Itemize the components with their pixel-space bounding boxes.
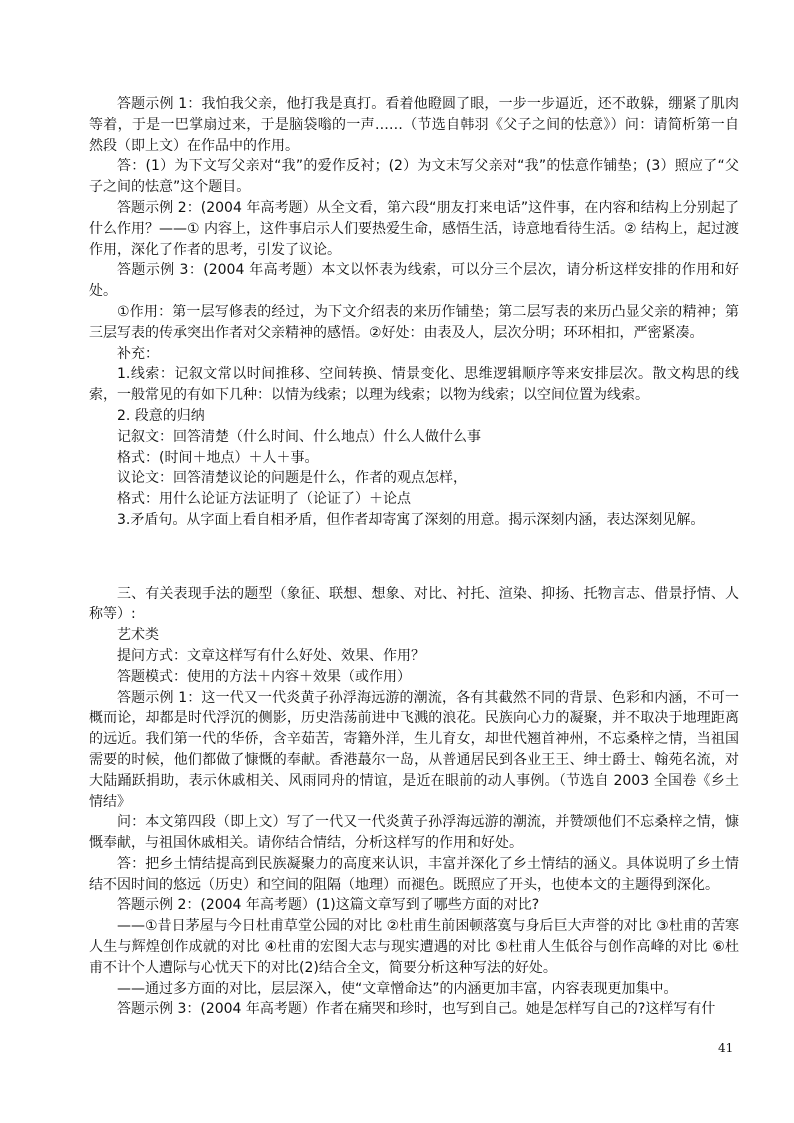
paragraph: 3.矛盾句。从字面上看自相矛盾，但作者却寄寓了深刻的用意。揭示深刻内涵，表达深刻见解。 [117,511,705,528]
paragraph: 格式：(时间＋地点）＋人＋事。 [117,449,319,466]
paragraph: 记叙文：回答清楚（什么时间、什么地点）什么人做什么事 [117,428,481,445]
document-body [89,94,739,1020]
blank-line [89,547,739,568]
paragraph: ——通过多方面的对比，层层深入，使“文章憎命达”的内涵更加丰富，内容表现更加集中。 [117,980,678,997]
paragraph: 答题示例 2：(2004 年高考题）(1)这篇文章写到了哪些方面的对比? [117,897,540,914]
paragraph: ——①昔日茅屋与今日杜甫草堂公园的对比 ②杜甫生前困顿落寞与身后巨大声誉的对比 ③杜甫的苦寒人生与辉煌创作成就的对比 ④杜甫的宏图大志与现实遭遇的对比 ⑤杜甫人生低谷与创作高峰的对比 ⑥杜甫不计个人遭际与心忧天下的对比(2)结合全文，简要分析这种写法的好处。 [89,918,739,976]
paragraph: 答题示例 1：这一代又一代炎黄子孙浮海远游的潮流，各有其截然不同的背景、色彩和内涵，不可一概而论，却都是时代浮沉的侧影，历史浩荡前进中飞溅的浪花。民族向心力的凝聚，并不取决于地理距离的远近。我们第一代的华侨，含辛茹苦，寄籍外洋，生儿育女，却世代翘首神州，不忘桑梓之情，当祖国需要的时候，他们都做了慷慨的奉献。香港蕞尔一岛，从普通居民到各业王王、绅士爵士、翰苑名流，对大陆踊跃捐助，表示休戚相关、风雨同舟的情谊，是近在眼前的动人事例。（节选自 2003 全国卷《乡土情结》 [89,689,739,810]
paragraph: 答题示例 3：(2004 年高考题）本文以怀表为线索，可以分三个层次，请分析这样安排的作用和好处。 [89,262,739,300]
paragraph: 补充： [117,345,159,362]
paragraph: 2. 段意的归纳 [117,407,205,424]
page-number: 41 [718,1041,734,1055]
paragraph: 1.线索：记叙文常以时间推移、空间转换、情景变化、思维逻辑顺序等来安排层次。散文构思的线索，一般常见的有如下几种：以情为线索；以理为线索；以物为线索；以空间位置为线索。 [89,366,739,404]
paragraph: 问：本文第四段（即上文）写了一代又一代炎黄子孙浮海远游的潮流，并赞颂他们不忘桑梓之情，慷慨奉献，与祖国休戚相关。请你结合情结，分析这样写的作用和好处。 [89,814,739,852]
paragraph: 答题模式：使用的方法＋内容＋效果（或作用） [117,668,411,685]
paragraph: 议论文：回答清楚议论的问题是什么，作者的观点怎样， [117,470,467,487]
paragraph: 提问方式：文章这样写有什么好处、效果、作用？ [117,647,425,664]
paragraph: 答：(1）为下文写父亲对“我”的爱作反衬；(2）为文末写父亲对“我”的怯意作铺垫；(3）照应了“父子之间的怯意”这个题目。 [89,158,739,196]
paragraph: 格式：用什么论证方法证明了（论证了）＋论点 [117,491,411,508]
paragraph: 答题示例 1：我怕我父亲，他打我是真打。看着他瞪圆了眼，一步一步逼近，还不敢躲，绷紧了肌肉等着，于是一巴掌扇过来，于是脑袋嗡的一声……（节选自韩羽《父子之间的怯意》）问：请简析第一自然段（即上文）在作品中的作用。 [89,96,739,154]
paragraph: 答题示例 3：(2004 年高考题）作者在痛哭和珍时，也写到自己。她是怎样写自己的?这样写有什 [117,1001,716,1018]
paragraph: 答题示例 2：(2004 年高考题）从全文看，第六段“朋友打来电话”这件事，在内容和结构上分别起了什么作用？——① 内容上，这件事启示人们要热爱生命，感悟生活，诗意地看待生活。② 结构上，起过渡作用，深化了作者的思考，引发了议论。 [89,199,739,258]
paragraph: 答：把乡土情结提高到民族凝聚力的高度来认识，丰富并深化了乡土情结的涵义。具体说明了乡土情结不因时间的悠远（历史）和空间的阻隔（地理）而褪色。既照应了开头，也使本文的主题得到深化。 [89,855,739,893]
paragraph: 艺术类 [117,627,159,644]
paragraph: 三、有关表现手法的题型（象征、联想、想象、对比、衬托、渲染、抑扬、托物言志、借景抒情、人称等）: [89,585,739,623]
paragraph: ①作用：第一层写修表的经过，为下文介绍表的来历作铺垫；第二层写表的来历凸显父亲的精神；第三层写表的传承突出作者对父亲精神的感悟。②好处：由表及人，层次分明；环环相扣，严密紧凑。 [89,303,739,341]
